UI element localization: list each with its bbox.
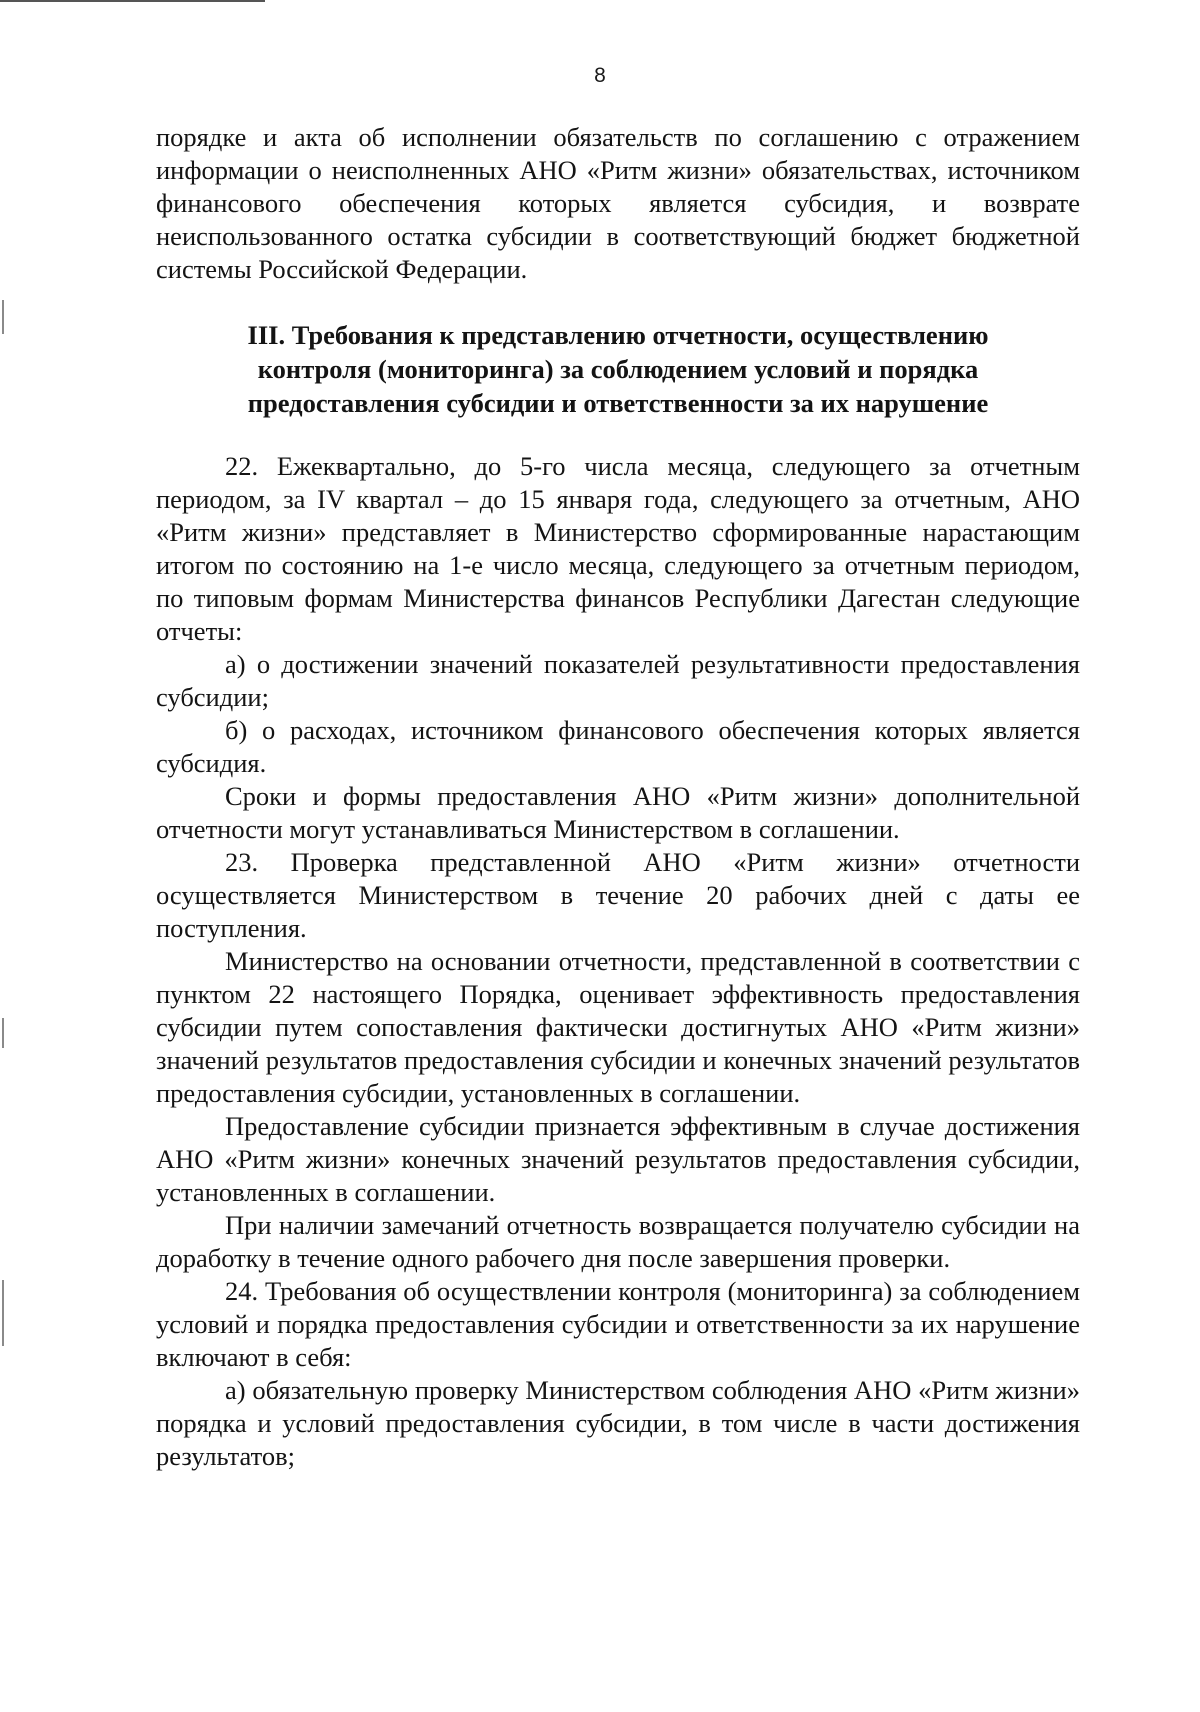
page-number: 8	[594, 64, 606, 87]
clause-22-item-b: б) о расходах, источником финансового обеспечения которых является субсидия.	[156, 715, 1080, 778]
clause-22: 22. Ежеквартально, до 5-го числа месяца, следующего за отчетным периодом, за IV квартал – до 15 января года, следующего за отчетным, АНО «Ритм жизни» представляет в Министерство сформированные нарастающим итогом по состоянию на 1-е число месяца, следующего за отчетным периодом, по типовым формам Министерства финансов Республики Дагестан следующие отчеты:	[156, 451, 1080, 646]
continuation-paragraph: порядке и акта об исполнении обязательств по соглашению с отражением информации о неисполненных АНО «Ритм жизни» обязательствах, источником финансового обеспечения которых является субсидия, и возврате неиспользованного остатка субсидии в соответствующий бюджет бюджетной системы Российской Федерации.	[156, 122, 1080, 284]
clause-23-remarks: При наличии замечаний отчетность возвращается получателю субсидии на доработку в течение одного рабочего дня после завершения проверки.	[156, 1210, 1080, 1273]
scan-edge-mark	[2, 300, 4, 334]
clause-23-efficiency-criterion: Предоставление субсидии признается эффективным в случае достижения АНО «Ритм жизни» конечных значений результатов предоставления субсидии, установленных в соглашении.	[156, 1111, 1080, 1207]
scan-edge-mark	[2, 1280, 4, 1346]
scan-edge-mark	[2, 1018, 4, 1048]
section-heading	[156, 318, 1080, 420]
clause-24-item-a: а) обязательную проверку Министерством соблюдения АНО «Ритм жизни» порядка и условий предоставления субсидии, в том числе в части достижения результатов;	[156, 1375, 1080, 1471]
clause-24: 24. Требования об осуществлении контроля (мониторинга) за соблюдением условий и порядка предоставления субсидии и ответственности за их нарушение включают в себя:	[156, 1276, 1080, 1372]
section-heading-line: предоставления субсидии и ответственности за их нарушение	[247, 388, 989, 418]
document-body	[156, 121, 1080, 1473]
clause-23-efficiency-evaluation: Министерство на основании отчетности, представленной в соответствии с пунктом 22 настоящего Порядка, оценивает эффективность предоставления субсидии путем сопоставления фактически достигнутых АНО «Ритм жизни» значений результатов предоставления субсидии и конечных значений результатов предоставления субсидии, установленных в соглашении.	[156, 946, 1080, 1108]
clause-22-item-a: а) о достижении значений показателей результативности предоставления субсидии;	[156, 649, 1080, 712]
clause-23: 23. Проверка представленной АНО «Ритм жизни» отчетности осуществляется Министерством в течение 20 рабочих дней с даты ее поступления.	[156, 847, 1080, 943]
scan-top-rule	[0, 0, 265, 2]
section-heading-line: III. Требования к представлению отчетности, осуществлению	[247, 320, 989, 350]
section-heading-line: контроля (мониторинга) за соблюдением условий и порядка	[257, 354, 979, 384]
clause-22-additional-reporting: Сроки и формы предоставления АНО «Ритм жизни» дополнительной отчетности могут устанавливаться Министерством в соглашении.	[156, 781, 1080, 844]
